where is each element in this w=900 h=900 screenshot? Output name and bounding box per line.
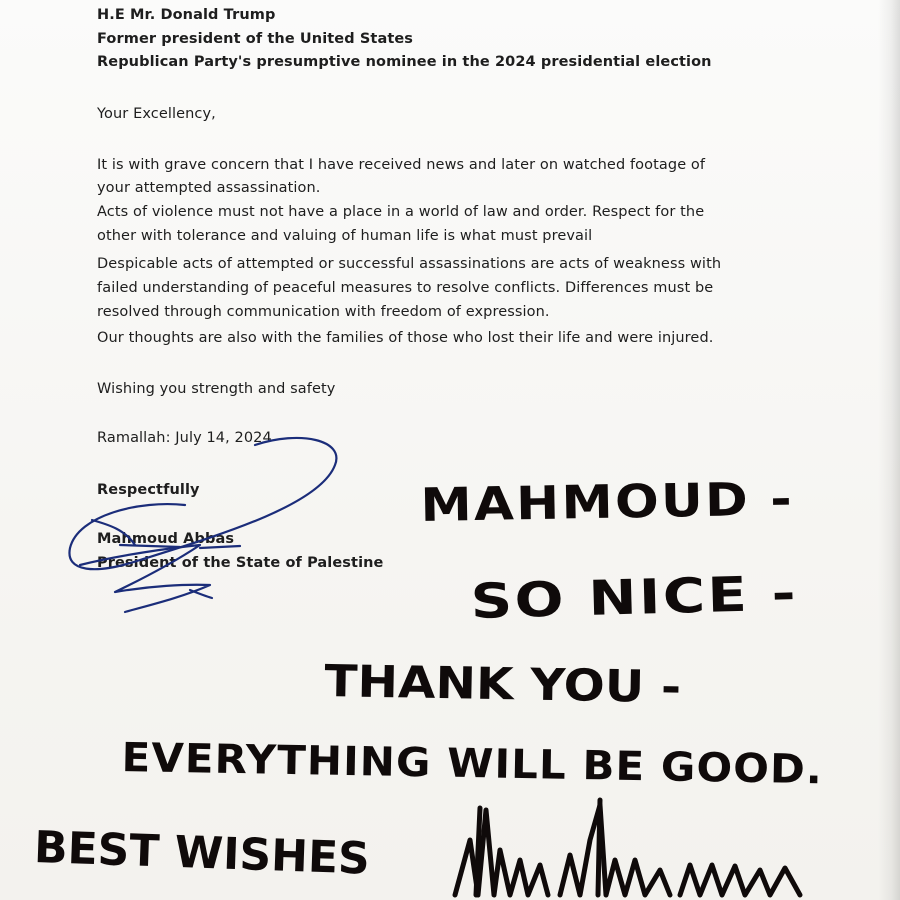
handwritten-line-5: BEST WISHES (33, 822, 371, 885)
signer-name: Mahmoud Abbas (97, 531, 235, 547)
place-date: Ramallah: July 14, 2024 (97, 430, 272, 446)
salutation: Your Excellency, (97, 106, 216, 122)
body-line-8: Our thoughts are also with the families of those who lost their life and were injured. (97, 330, 714, 346)
handwritten-line-1: MAHMOUD - (420, 471, 795, 532)
recipient-title-1: Former president of the United States (97, 31, 414, 47)
handwritten-line-4: EVERYTHING WILL BE GOOD. (121, 735, 824, 794)
body-line-1: It is with grave concern that I have received news and later on watched footage of (97, 157, 706, 173)
body-line-2: your attempted assassination. (97, 180, 321, 196)
body-line-7: resolved through communication with freedom of expression. (97, 304, 550, 320)
body-line-5: Despicable acts of attempted or successful assassinations are acts of weakness with (97, 256, 722, 272)
handwritten-line-3: THANK YOU - (324, 656, 682, 714)
closing-wishes: Wishing you strength and safety (97, 381, 336, 397)
signer-title: President of the State of Palestine (97, 555, 384, 571)
body-line-3: Acts of violence must not have a place in a world of law and order. Respect for the (97, 204, 705, 220)
handwritten-line-2: SO NICE - (470, 565, 799, 630)
recipient-name: H.E Mr. Donald Trump (97, 7, 276, 23)
closing-respectfully: Respectfully (97, 482, 200, 498)
body-line-6: failed understanding of peaceful measures to resolve conflicts. Differences must be (97, 280, 714, 296)
body-line-4: other with tolerance and valuing of human life is what must prevail (97, 228, 593, 244)
recipient-title-2: Republican Party's presumptive nominee in the 2024 presidential election (97, 54, 712, 70)
